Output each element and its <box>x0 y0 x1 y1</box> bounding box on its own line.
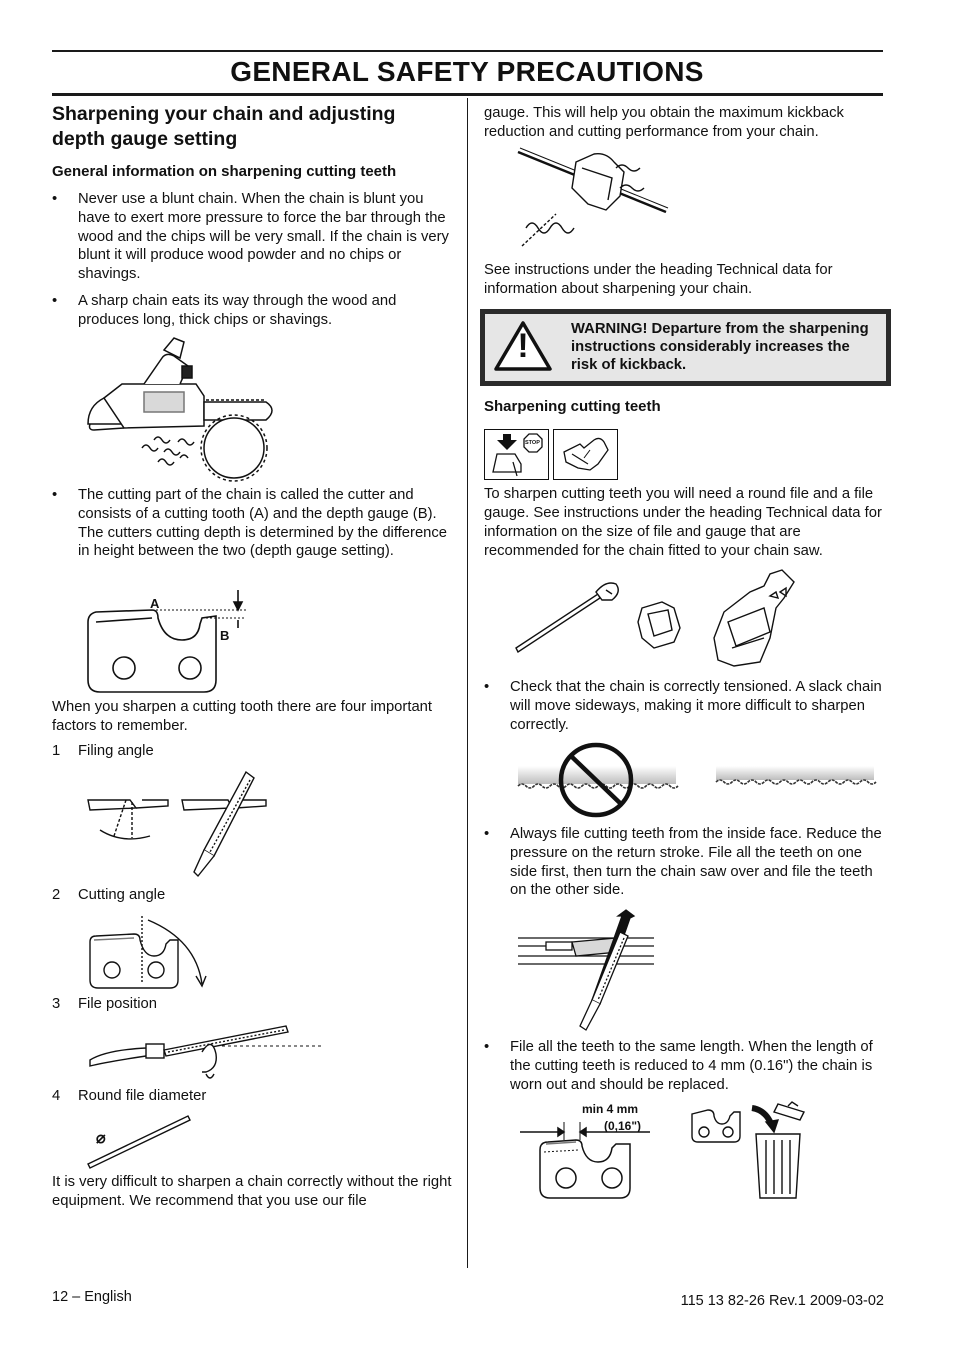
chain-tension-comparison-illustration <box>516 746 876 818</box>
column-divider <box>467 98 468 1268</box>
file-and-gauge-tools-illustration <box>514 568 810 672</box>
factor-number: 3 <box>52 996 61 1012</box>
bullet-chain-tension <box>484 678 886 736</box>
factor-label: Cutting angle <box>78 887 166 903</box>
bullet-marker: • <box>52 487 58 503</box>
section-heading-line1: Sharpening your chain and adjusting <box>52 103 396 125</box>
section-heading-line2: depth gauge setting <box>52 128 238 150</box>
file-position-illustration <box>86 1022 326 1082</box>
factor-number: 2 <box>52 887 61 903</box>
warning-text: WARNING! Departure from the sharpening instructions considerably increases the risk of kickback. <box>571 321 869 373</box>
bullet-text: Check that the chain is correctly tensioned. A slack chain will move sideways, making it more difficult to sharpen correctly. <box>510 679 882 733</box>
bullet-text: A sharp chain eats its way through the wood and produces long, thick chips or shavings. <box>78 293 397 328</box>
chainsaw-cutting-illustration <box>84 336 284 476</box>
bullet-blunt-chain <box>52 190 452 286</box>
bullet-same-length <box>484 1038 886 1096</box>
file-gauge-hand-icon <box>554 430 616 478</box>
page-title: GENERAL SAFETY PRECAUTIONS <box>230 56 704 87</box>
stop-label: STOP <box>525 440 540 446</box>
cutting-angle-illustration <box>88 914 218 992</box>
diameter-symbol: ⌀ <box>96 1130 106 1147</box>
label-b: B <box>220 628 230 643</box>
factor-label: Filing angle <box>78 743 154 759</box>
subheading-general-info: General information on sharpening cutting teeth <box>52 163 397 180</box>
replace-chain-illustration <box>688 1100 812 1204</box>
filing-angle-illustration <box>86 768 276 880</box>
kickback-warning-box <box>480 309 891 386</box>
bullet-sharp-chain <box>52 292 452 332</box>
factor-label: Round file diameter <box>78 1088 207 1104</box>
min-length-label-2: (0,16") <box>604 1119 642 1133</box>
file-gauge-icon-box <box>553 429 618 480</box>
header-bottom-rule <box>52 93 883 96</box>
subheading-sharpening-teeth: Sharpening cutting teeth <box>484 398 661 415</box>
document-reference: 115 13 82-26 Rev.1 2009-03-02 <box>680 1293 884 1309</box>
warning-exclamation: ! <box>517 327 529 365</box>
arrow-down-stop-icon <box>485 430 547 478</box>
closing-paragraph: It is very difficult to sharpen a chain correctly without the right equipment. We recommend that you use our file <box>52 1174 452 1209</box>
bullet-marker: • <box>484 679 490 695</box>
bullet-file-inside-face <box>484 825 886 903</box>
min-length-label-1: min 4 mm <box>582 1102 639 1116</box>
bullet-text: Never use a blunt chain. When the chain is blunt you have to exert more pressure to force the bar through the wood and the chips will be very small. If the chain is very blunt it will produce wood powder and no chips or shavings. <box>78 191 449 283</box>
factors-intro: When you sharpen a cutting tooth there are four important factors to remember. <box>52 699 433 734</box>
factor-label: File position <box>78 996 157 1012</box>
filing-inside-face-illustration <box>516 908 658 1032</box>
file-gauge-on-chain-illustration <box>516 148 676 256</box>
label-a: A <box>150 596 160 611</box>
bullet-marker: • <box>484 826 490 842</box>
bullet-marker: • <box>52 293 58 309</box>
round-file-illustration <box>86 1114 196 1170</box>
factor-number: 4 <box>52 1088 61 1104</box>
bullet-text: Always file cutting teeth from the inside face. Reduce the pressure on the return stroke. File all the teeth on one side first, then turn the chain saw over and file the teeth on the other side. <box>510 826 882 899</box>
bullet-marker: • <box>52 191 58 207</box>
factor-number: 1 <box>52 743 61 759</box>
bullet-text: The cutting part of the chain is called the cutter and consists of a cutting tooth (A) and the depth gauge (B). The cutters cutting depth is determined by the difference in height between the two (depth gauge setting). <box>78 487 448 560</box>
stop-pressure-icon-box <box>484 429 549 480</box>
see-instructions-paragraph: See instructions under the heading Technical data for information about sharpening your chain. <box>484 262 833 297</box>
min-tooth-length-illustration <box>518 1110 668 1204</box>
bullet-text: File all the teeth to the same length. When the length of the cutting teeth is reduced to 4 mm (0.16") the chain is worn out and should be replaced. <box>510 1039 873 1093</box>
bullet-cutter-description <box>52 486 452 582</box>
sharpening-intro-paragraph: To sharpen cutting teeth you will need a round file and a file gauge. See instructions under the heading Technical data for information on the size of file and gauge that are recommended for the chain fitted to your chain saw. <box>484 486 882 559</box>
header-top-rule <box>52 50 883 52</box>
continuation-paragraph: gauge. This will help you obtain the maximum kickback reduction and cutting performance from your chain. <box>484 105 844 140</box>
cutter-depth-gauge-illustration <box>86 588 256 698</box>
page-number: 12 – English <box>52 1289 132 1305</box>
bullet-marker: • <box>484 1039 490 1055</box>
